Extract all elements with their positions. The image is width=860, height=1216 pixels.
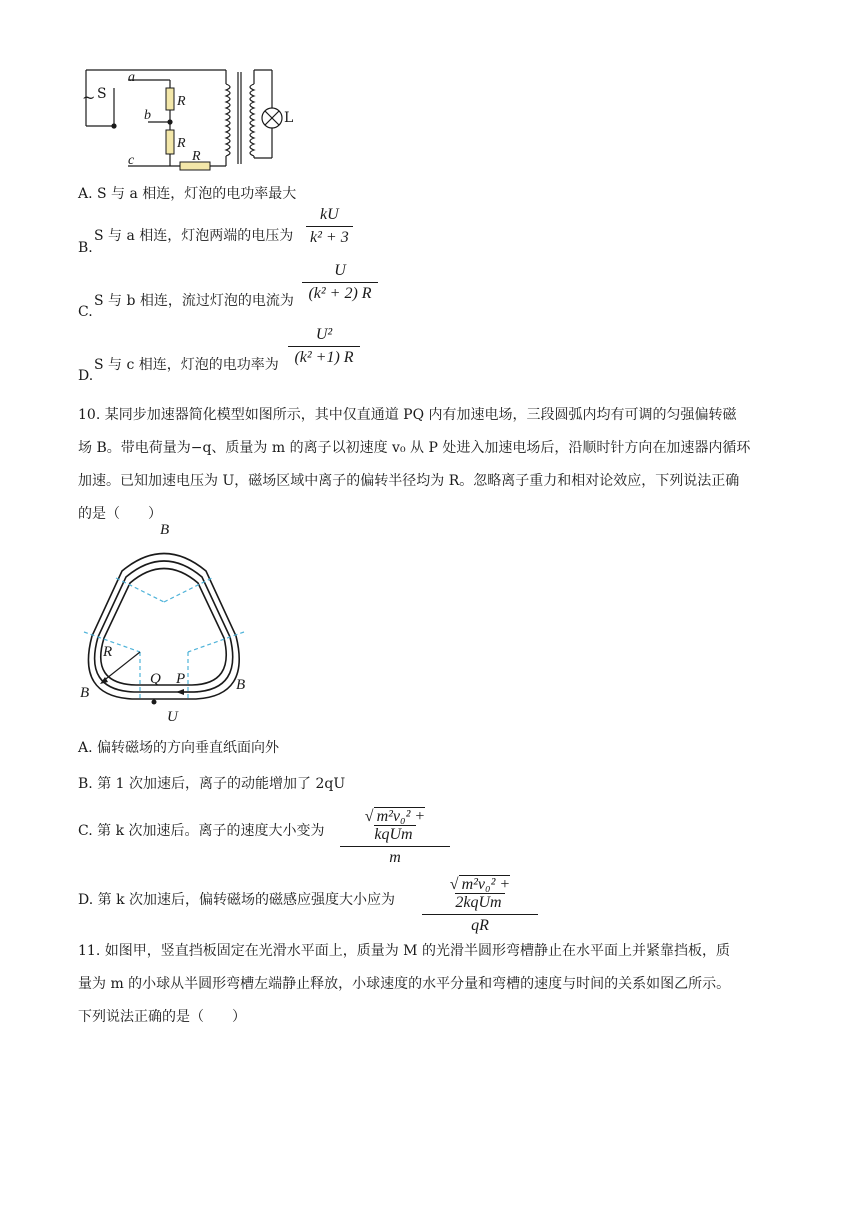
- field-label-b-left: B: [80, 685, 90, 701]
- transformer-circuit-diagram: [78, 64, 298, 176]
- q9-option-b-numerator: kU: [320, 206, 339, 223]
- synchrotron-diagram: [76, 536, 252, 726]
- q10-option-d-denominator: qR: [471, 917, 489, 934]
- sqrt-radicand: m²v₀² + kqUm: [374, 808, 426, 843]
- lamp-label: L: [284, 110, 294, 126]
- q10-option-c-text: C. 第 k 次加速后。离子的速度大小变为: [78, 823, 325, 839]
- q9-option-b-denominator: k² + 3: [310, 229, 349, 246]
- fraction-bar: [306, 226, 353, 227]
- q9-option-a: A. S 与 a 相连，灯泡的电功率最大: [78, 186, 297, 202]
- q11-stem-line-3: 下列说法正确的是（ ）: [78, 1009, 246, 1025]
- source-symbol: ~: [82, 88, 96, 107]
- q9-option-b-fraction: [306, 206, 353, 247]
- field-label-b-right: B: [236, 677, 246, 693]
- q9-option-d-denominator: (k² +1) R: [294, 349, 354, 366]
- terminal-b-label: b: [144, 108, 151, 123]
- resistor-label-2: R: [177, 136, 186, 151]
- q10-stem-line-1: 10. 某同步加速器简化模型如图所示，其中仅直通道 PQ 内有加速电场，三段圆弧内均有可调的匀强偏转磁: [78, 407, 737, 423]
- point-p-label: P: [176, 671, 186, 687]
- q10-stem-line-2: 场 B。带电荷量为−q、质量为 m 的离子以初速度 v₀ 从 P 处进入加速电场后，沿顺时针方向在加速器内循环: [78, 440, 751, 456]
- field-label-b-top: B: [160, 522, 170, 538]
- fraction-bar: [422, 914, 538, 915]
- switch-label: S: [97, 86, 107, 102]
- q10-option-c-numerator: √ m²v₀² + kqUm: [364, 808, 426, 843]
- q9-option-d-text: S 与 c 相连，灯泡的电功率为: [94, 357, 279, 373]
- q10-option-d-fraction: [422, 876, 538, 935]
- fraction-bar: [340, 846, 450, 847]
- q9-option-c-text: S 与 b 相连，流过灯泡的电流为: [94, 293, 294, 309]
- fraction-bar: [288, 346, 360, 347]
- q9-option-b-text: S 与 a 相连，灯泡两端的电压为: [94, 228, 294, 244]
- q10-stem-line-4: 的是（ ）: [78, 506, 162, 522]
- q10-stem-line-3: 加速。已知加速电压为 U，磁场区域中离子的偏转半径均为 R。忽略离子重力和相对论效应，下列说法正确: [78, 473, 740, 489]
- q9-option-b-prefix: B.: [78, 240, 93, 256]
- q10-option-b: B. 第 1 次加速后，离子的动能增加了 2qU: [78, 776, 346, 792]
- voltage-label: U: [167, 709, 178, 725]
- terminal-a-label: a: [128, 70, 135, 85]
- sqrt-radicand: m²v₀² + 2kqUm: [455, 876, 511, 911]
- resistor-label-3: R: [192, 149, 201, 164]
- q10-option-c-denominator: m: [389, 849, 401, 866]
- point-q-label: Q: [150, 671, 161, 687]
- q10-option-d-numerator: √ m²v₀² + 2kqUm: [449, 876, 511, 911]
- terminal-c-label: c: [128, 153, 135, 168]
- q9-option-d-numerator: U²: [315, 326, 333, 343]
- fraction-bar: [302, 282, 378, 283]
- q9-option-c-prefix: C.: [78, 304, 93, 320]
- q9-option-d-fraction: [288, 326, 360, 367]
- resistor-label-1: R: [177, 94, 186, 109]
- q10-option-d-text: D. 第 k 次加速后，偏转磁场的磁感应强度大小应为: [78, 892, 396, 908]
- q9-option-d-prefix: D.: [78, 368, 94, 384]
- q11-stem-line-2: 量为 m 的小球从半圆形弯槽左端静止释放，小球速度的水平分量和弯槽的速度与时间的关系如图乙所示。: [78, 976, 731, 992]
- q11-stem-line-1: 11. 如图甲，竖直挡板固定在光滑水平面上，质量为 M 的光滑半圆形弯槽静止在水平面上并紧靠挡板，质: [78, 943, 730, 959]
- q9-option-c-denominator: (k² + 2) R: [308, 285, 372, 302]
- q9-option-c-numerator: U: [334, 262, 346, 279]
- q10-option-a: A. 偏转磁场的方向垂直纸面向外: [78, 740, 280, 756]
- radius-label: R: [103, 644, 113, 660]
- q10-option-c-fraction: [340, 808, 450, 867]
- q9-option-c-fraction: [302, 262, 378, 303]
